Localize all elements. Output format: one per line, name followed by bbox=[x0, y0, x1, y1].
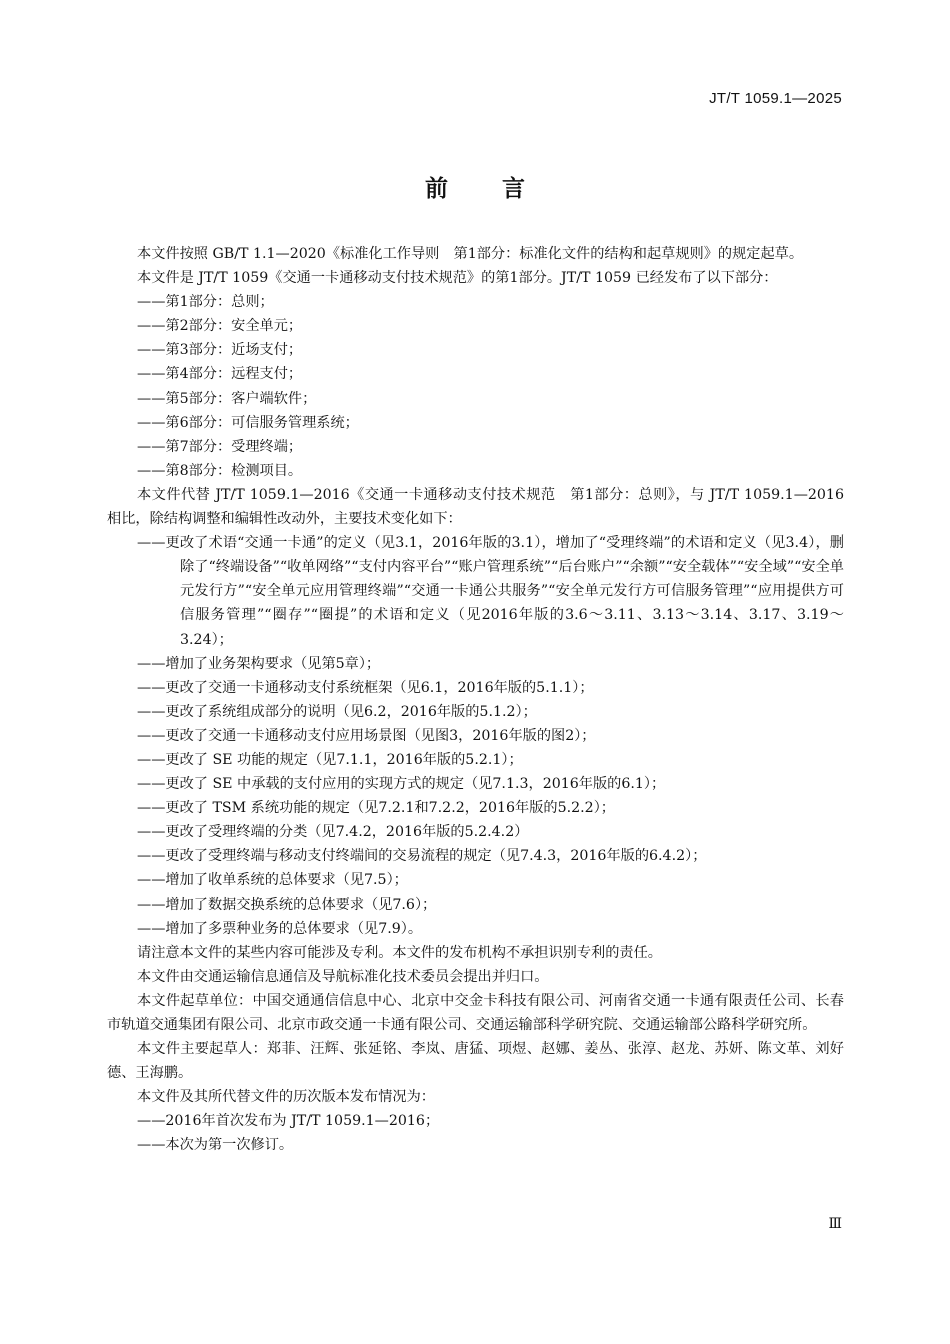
list-item: ——本次为第一次修订。 bbox=[137, 1137, 294, 1154]
list-item: ——更改了 SE 中承载的支付应用的实现方式的规定（见7.1.3，2016年版的6.1）； bbox=[137, 776, 666, 793]
page-title: 前言 bbox=[425, 176, 579, 202]
paragraph: 本文件由交通运输信息通信及导航标准化技术委员会提出并归口。 bbox=[137, 968, 549, 985]
paragraph: 本文件及其所代替文件的历次版本发布情况为： bbox=[137, 1089, 435, 1106]
list-item: ——更改了术语“交通一卡通”的定义（见3.1，2016年版的3.1），增加了“受理终端”的术语和定义（见3.4），删除了“终端设备”“收单网络”“支付内容平台”“账户管理系统”“后台账户”“余额”“安全载体”“安全域”“安全单元发行方”“安全单元应用管理终端”“交通一卡通公共服务”“安全单元发行方可信服务管理”“应用提供方可信服务管理”“圈存”“圈提”的术语和定义（见2016年版的3.6～3.11、3.13～3.14、3.17、3.19～3.24）； bbox=[137, 535, 844, 648]
list-item: ——增加了数据交换系统的总体要求（见7.6）； bbox=[137, 896, 437, 913]
document-body bbox=[107, 242, 844, 1158]
paragraph: 请注意本文件的某些内容可能涉及专利。本文件的发布机构不承担识别专利的责任。 bbox=[137, 944, 662, 961]
document-code: JT/T 1059.1—2025 bbox=[709, 90, 842, 107]
list-item: ——第2部分：安全单元； bbox=[137, 318, 303, 335]
paragraph: 本文件起草单位：中国交通通信信息中心、北京中交金卡科技有限公司、河南省交通一卡通有限责任公司、长春市轨道交通集团有限公司、北京市政交通一卡通有限公司、交通运输部科学研究院、交通运输部公路科学研究所。 bbox=[107, 992, 844, 1033]
paragraph: 本文件主要起草人：郑菲、汪辉、张延铭、李岚、唐猛、项煜、赵娜、姜丛、张淳、赵龙、苏妍、陈文革、刘好德、王海鹏。 bbox=[107, 1041, 844, 1082]
list-item: ——更改了 SE 功能的规定（见7.1.1，2016年版的5.2.1）； bbox=[137, 751, 523, 768]
paragraph: 本文件按照 GB/T 1.1—2020《标准化工作导则 第1部分：标准化文件的结构和起草规则》的规定起草。 bbox=[137, 246, 804, 262]
list-item: ——第4部分：远程支付； bbox=[137, 366, 303, 383]
list-item: ——更改了系统组成部分的说明（见6.2，2016年版的5.1.2）； bbox=[137, 703, 537, 720]
list-item: ——第6部分：可信服务管理系统； bbox=[137, 414, 359, 431]
list-item: ——更改了 TSM 系统功能的规定（见7.2.1和7.2.2，2016年版的5.2.2）； bbox=[137, 800, 615, 817]
paragraph: 本文件代替 JT/T 1059.1—2016《交通一卡通移动支付技术规范 第1部分：总则》，与 JT/T 1059.1—2016 相比，除结构调整和编辑性改动外，主要技术变化如下： bbox=[107, 486, 844, 528]
list-item: ——增加了多票种业务的总体要求（见7.9）。 bbox=[137, 920, 423, 937]
list-item: ——第1部分：总则； bbox=[137, 294, 274, 311]
list-item: ——第8部分：检测项目。 bbox=[137, 462, 303, 479]
list-item: ——2016年首次发布为 JT/T 1059.1—2016； bbox=[137, 1113, 440, 1130]
page-number: Ⅲ bbox=[828, 1216, 842, 1232]
list-item: ——第5部分：客户端软件； bbox=[137, 390, 317, 407]
list-item: ——更改了交通一卡通移动支付应用场景图（见图3，2016年版的图2）； bbox=[137, 727, 596, 744]
list-item: ——第7部分：受理终端； bbox=[137, 438, 303, 455]
list-item: ——第3部分：近场支付； bbox=[137, 342, 303, 359]
list-item: ——更改了交通一卡通移动支付系统框架（见6.1，2016年版的5.1.1）； bbox=[137, 679, 594, 696]
list-item: ——增加了业务架构要求（见第5章）； bbox=[137, 655, 381, 672]
list-item: ——增加了收单系统的总体要求（见7.5）； bbox=[137, 872, 408, 889]
list-item: ——更改了受理终端的分类（见7.4.2，2016年版的5.2.4.2） bbox=[137, 824, 529, 841]
list-item: ——更改了受理终端与移动支付终端间的交易流程的规定（见7.4.3，2016年版的6.4.2）； bbox=[137, 848, 707, 865]
paragraph: 本文件是 JT/T 1059《交通一卡通移动支付技术规范》的第1部分。JT/T 1059 已经发布了以下部分： bbox=[137, 270, 778, 287]
